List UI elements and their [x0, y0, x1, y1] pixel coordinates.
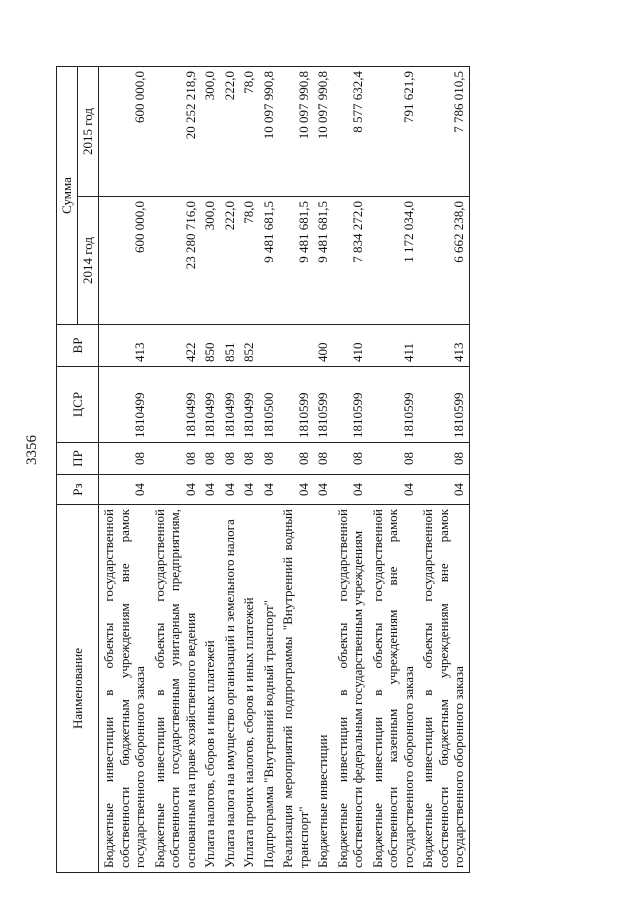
row-rz: 04: [313, 475, 333, 505]
row-name: Бюджетные инвестиции в объекты государственной собственности бюджетным учреждениям вне рамок государственного оборонного заказа: [418, 505, 469, 873]
header-pr: ПР: [57, 443, 99, 475]
row-sum-2014: 9 481 681,5: [278, 197, 313, 325]
budget-table: [56, 66, 470, 873]
row-csr: 1810599: [368, 367, 419, 443]
row-name: Подпрограмма "Внутренний водный транспорт": [259, 505, 279, 873]
row-pr: 08: [200, 443, 220, 475]
row-pr: 08: [313, 443, 333, 475]
row-sum-2014: 300,0: [200, 197, 220, 325]
row-rz: 04: [239, 475, 259, 505]
table-row: [200, 67, 220, 873]
row-csr: 1810599: [333, 367, 368, 443]
row-pr: 08: [278, 443, 313, 475]
row-vr: 413: [418, 325, 469, 367]
row-csr: 1810500: [259, 367, 279, 443]
row-pr: 08: [368, 443, 419, 475]
row-pr: 08: [150, 443, 201, 475]
row-name: Уплата налогов, сборов и иных платежей: [200, 505, 220, 873]
row-csr: 1810499: [99, 367, 150, 443]
row-vr: [278, 325, 313, 367]
row-sum-2015: 791 621,9: [368, 67, 419, 197]
header-sum: Сумма: [57, 67, 78, 325]
row-csr: 1810499: [239, 367, 259, 443]
row-csr: 1810499: [200, 367, 220, 443]
table-row: [313, 67, 333, 873]
row-vr: 413: [99, 325, 150, 367]
row-name: Бюджетные инвестиции в объекты государственной собственности бюджетным учреждениям вне рамок государственного оборонного заказа: [99, 505, 150, 873]
row-pr: 08: [333, 443, 368, 475]
header-name: Наименование: [57, 505, 99, 873]
row-name: Бюджетные инвестиции в объекты государственной собственности государственным унитарным предприятиям, основанным на праве хозяйственного ведения: [150, 505, 201, 873]
header-rz: Рз: [57, 475, 99, 505]
row-name: Бюджетные инвестиции: [313, 505, 333, 873]
row-sum-2015: 78,0: [239, 67, 259, 197]
row-rz: 04: [259, 475, 279, 505]
table-row: [368, 67, 419, 873]
row-vr: 400: [313, 325, 333, 367]
row-vr: 850: [200, 325, 220, 367]
header-csr: ЦСР: [57, 367, 99, 443]
row-vr: 422: [150, 325, 201, 367]
table-row: [239, 67, 259, 873]
row-pr: 08: [239, 443, 259, 475]
row-sum-2014: 222,0: [220, 197, 240, 325]
table-row: [418, 67, 469, 873]
row-rz: 04: [333, 475, 368, 505]
row-csr: 1810599: [278, 367, 313, 443]
row-csr: 1810599: [313, 367, 333, 443]
row-rz: 04: [220, 475, 240, 505]
row-sum-2014: 1 172 034,0: [368, 197, 419, 325]
row-sum-2014: 7 834 272,0: [333, 197, 368, 325]
row-rz: 04: [418, 475, 469, 505]
row-sum-2015: 600 000,0: [99, 67, 150, 197]
table-row: [150, 67, 201, 873]
row-vr: [259, 325, 279, 367]
row-rz: 04: [368, 475, 419, 505]
row-rz: 04: [200, 475, 220, 505]
header-2015: 2015 год: [78, 67, 99, 197]
table-row: [220, 67, 240, 873]
row-sum-2014: 9 481 681,5: [259, 197, 279, 325]
row-sum-2014: 600 000,0: [99, 197, 150, 325]
row-rz: 04: [278, 475, 313, 505]
row-csr: 1810599: [418, 367, 469, 443]
header-vr: ВР: [57, 325, 99, 367]
row-sum-2015: 7 786 010,5: [418, 67, 469, 197]
row-sum-2015: 10 097 990,8: [313, 67, 333, 197]
row-name: Уплата налога на имущество организаций и земельного налога: [220, 505, 240, 873]
row-sum-2014: 6 662 238,0: [418, 197, 469, 325]
row-pr: 08: [259, 443, 279, 475]
header-2014: 2014 год: [78, 197, 99, 325]
row-sum-2015: 300,0: [200, 67, 220, 197]
row-pr: 08: [418, 443, 469, 475]
row-sum-2014: 78,0: [239, 197, 259, 325]
row-vr: 411: [368, 325, 419, 367]
row-name: Реализация мероприятий подпрограммы "Внутренний водный транспорт": [278, 505, 313, 873]
row-vr: 852: [239, 325, 259, 367]
row-csr: 1810499: [150, 367, 201, 443]
row-sum-2015: 10 097 990,8: [259, 67, 279, 197]
table-body: [99, 67, 470, 873]
row-csr: 1810499: [220, 367, 240, 443]
row-vr: 851: [220, 325, 240, 367]
row-rz: 04: [150, 475, 201, 505]
row-sum-2015: 8 577 632,4: [333, 67, 368, 197]
page-number: 3356: [24, 435, 40, 465]
table-row: [99, 67, 150, 873]
row-rz: 04: [99, 475, 150, 505]
row-pr: 08: [99, 443, 150, 475]
row-sum-2015: 20 252 218,9: [150, 67, 201, 197]
table-row: [333, 67, 368, 873]
row-name: Бюджетные инвестиции в объекты государственной собственности федеральным государственным учреждениям: [333, 505, 368, 873]
row-sum-2014: 23 280 716,0: [150, 197, 201, 325]
table-row: [259, 67, 279, 873]
row-name: Уплата прочих налогов, сборов и иных платежей: [239, 505, 259, 873]
row-vr: 410: [333, 325, 368, 367]
row-sum-2015: 222,0: [220, 67, 240, 197]
row-sum-2014: 9 481 681,5: [313, 197, 333, 325]
row-sum-2015: 10 097 990,8: [278, 67, 313, 197]
table-row: [278, 67, 313, 873]
row-pr: 08: [220, 443, 240, 475]
row-name: Бюджетные инвестиции в объекты государственной собственности казенным учреждениям вне рамок государственного оборонного заказа: [368, 505, 419, 873]
